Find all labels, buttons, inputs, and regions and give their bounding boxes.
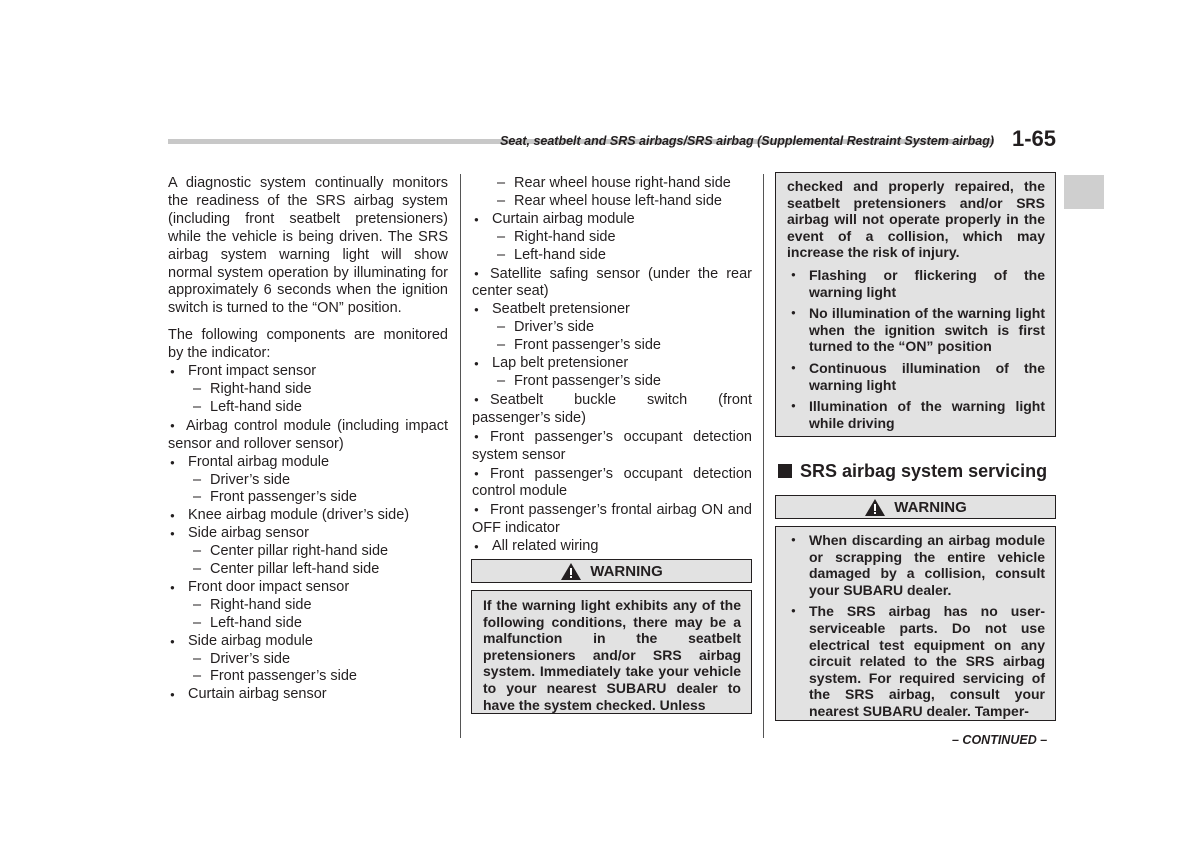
list-item: ● Front impact sensor bbox=[168, 363, 448, 381]
list-item-text: Front passenger’s frontal airbag ON and OFF indicator bbox=[472, 502, 752, 537]
list-item: ● Curtain airbag sensor bbox=[168, 686, 448, 704]
warning-label: WARNING bbox=[590, 562, 663, 580]
servicing-warning-list bbox=[787, 532, 1045, 720]
bullet-dot-icon: ● bbox=[170, 420, 175, 430]
sub-list-item: – Driver’s side bbox=[168, 472, 448, 490]
warning-bullet: ● When discarding an airbag module or scrapping the entire vehicle damaged by a collision, consult your SUBARU dealer. bbox=[787, 532, 1045, 598]
column-left bbox=[168, 175, 448, 704]
warning-text: If the warning light exhibits any of the following conditions, there may be a malfunction in the seatbelt pretensioners and/or SRS airbag system. Immediately take your vehicle to your nearest SUBARU dealer to have the system checked. Unless bbox=[483, 597, 741, 713]
warning-triangle-icon bbox=[560, 562, 582, 581]
sub-list-item: – Rear wheel house left-hand side bbox=[472, 193, 752, 211]
list-item-text: Airbag control module (including impact sensor and rollover sensor) bbox=[168, 417, 448, 452]
sub-list-item: – Right-hand side bbox=[168, 597, 448, 615]
list-item: ● Side airbag sensor bbox=[168, 525, 448, 543]
sub-list-item: – Left-hand side bbox=[472, 247, 752, 265]
warning-label: WARNING bbox=[894, 498, 967, 516]
list-item bbox=[472, 391, 752, 428]
list-item: ● Front door impact sensor bbox=[168, 579, 448, 597]
section-heading: SRS airbag system servicing bbox=[778, 461, 1047, 482]
warning-bullet: ● No illumination of the warning light when the ignition switch is first turned to the “ON” position bbox=[787, 305, 1045, 355]
continued-marker: – CONTINUED – bbox=[952, 733, 1048, 747]
section-marker-icon bbox=[778, 464, 792, 478]
bullet-dot-icon: ● bbox=[474, 268, 479, 278]
sub-list-item: – Front passenger’s side bbox=[472, 373, 752, 391]
sub-list-item: – Left-hand side bbox=[168, 399, 448, 417]
column-divider bbox=[763, 174, 764, 738]
warning-bullet: ● Continuous illumination of the warning light bbox=[787, 360, 1045, 393]
list-item bbox=[472, 265, 752, 302]
list-item-text: Satellite safing sensor (under the rear center seat) bbox=[472, 265, 752, 300]
warning-triangle-icon bbox=[864, 498, 886, 517]
list-item-text: Front passenger’s occupant detection system sensor bbox=[472, 428, 752, 463]
sub-list-item: – Right-hand side bbox=[168, 381, 448, 399]
warning-bullet: ● The SRS airbag has no user-serviceable parts. Do not use electrical test equipment on any circuit related to the SRS airbag system. For required servicing of the SRS airbag, consult your nearest SUBARU dealer. Tamper- bbox=[787, 603, 1045, 719]
list-item-text: Seatbelt buckle switch (front passenger’s side) bbox=[472, 391, 752, 426]
sub-list-item: – Driver’s side bbox=[472, 319, 752, 337]
warning-continued-text: checked and properly repaired, the seatbelt pretensioners and/or SRS airbag will not operate properly in the event of a collision, which may increase the risk of injury. bbox=[787, 178, 1045, 261]
list-item: ● Frontal airbag module bbox=[168, 454, 448, 472]
component-list-continued bbox=[472, 175, 752, 556]
bullet-dot-icon: ● bbox=[474, 431, 479, 441]
list-item: ● Seatbelt pretensioner bbox=[472, 301, 752, 319]
column-divider bbox=[460, 174, 461, 738]
warning-banner bbox=[471, 559, 752, 583]
list-item bbox=[472, 501, 752, 538]
list-item bbox=[472, 428, 752, 465]
running-header: Seat, seatbelt and SRS airbags/SRS airbag (Supplemental Restraint System airbag) bbox=[500, 134, 994, 148]
warning-bullet: ● Flashing or flickering of the warning light bbox=[787, 267, 1045, 300]
component-list bbox=[168, 363, 448, 704]
warning-box-continued bbox=[775, 172, 1056, 437]
sub-list-item: – Right-hand side bbox=[472, 229, 752, 247]
list-item bbox=[472, 465, 752, 502]
page-number: 1-65 bbox=[1012, 126, 1057, 151]
sub-list-item: – Driver’s side bbox=[168, 651, 448, 669]
sub-list-item: – Center pillar left-hand side bbox=[168, 561, 448, 579]
list-item: ● Side airbag module bbox=[168, 633, 448, 651]
list-item: ● Lap belt pretensioner bbox=[472, 355, 752, 373]
list-item bbox=[168, 417, 448, 454]
warning-banner-servicing bbox=[775, 495, 1056, 519]
bullet-dot-icon: ● bbox=[474, 468, 479, 478]
sub-list-item: – Rear wheel house right-hand side bbox=[472, 175, 752, 193]
sub-list-item: – Left-hand side bbox=[168, 615, 448, 633]
warning-box bbox=[471, 590, 752, 714]
sub-list-item: – Front passenger’s side bbox=[168, 489, 448, 507]
bullet-dot-icon: ● bbox=[474, 505, 479, 515]
section-thumb-tab bbox=[1064, 175, 1104, 209]
list-item: ● Curtain airbag module bbox=[472, 211, 752, 229]
warning-bullet: ● Illumination of the warning light while driving bbox=[787, 398, 1045, 431]
warning-box-servicing bbox=[775, 526, 1056, 721]
components-lead: The following components are monitored by the indicator: bbox=[168, 327, 448, 362]
warning-condition-list bbox=[787, 267, 1045, 431]
column-middle bbox=[472, 175, 752, 556]
bullet-dot-icon: ● bbox=[474, 394, 479, 404]
list-item: ● Knee airbag module (driver’s side) bbox=[168, 507, 448, 525]
intro-paragraph: A diagnostic system continually monitors the readiness of the SRS airbag system (including front seatbelt pretensioners) while the vehicle is being driven. The SRS airbag system warning light will show normal system operation by illuminating for approximately 6 seconds when the ignition switch is turned to the “ON” position. bbox=[168, 175, 448, 317]
sub-list-item: – Front passenger’s side bbox=[472, 337, 752, 355]
list-item-text: Front passenger’s occupant detection control module bbox=[472, 465, 752, 500]
sub-list-item: – Front passenger’s side bbox=[168, 668, 448, 686]
sub-list-item: – Center pillar right-hand side bbox=[168, 543, 448, 561]
list-item: ● All related wiring bbox=[472, 538, 752, 556]
